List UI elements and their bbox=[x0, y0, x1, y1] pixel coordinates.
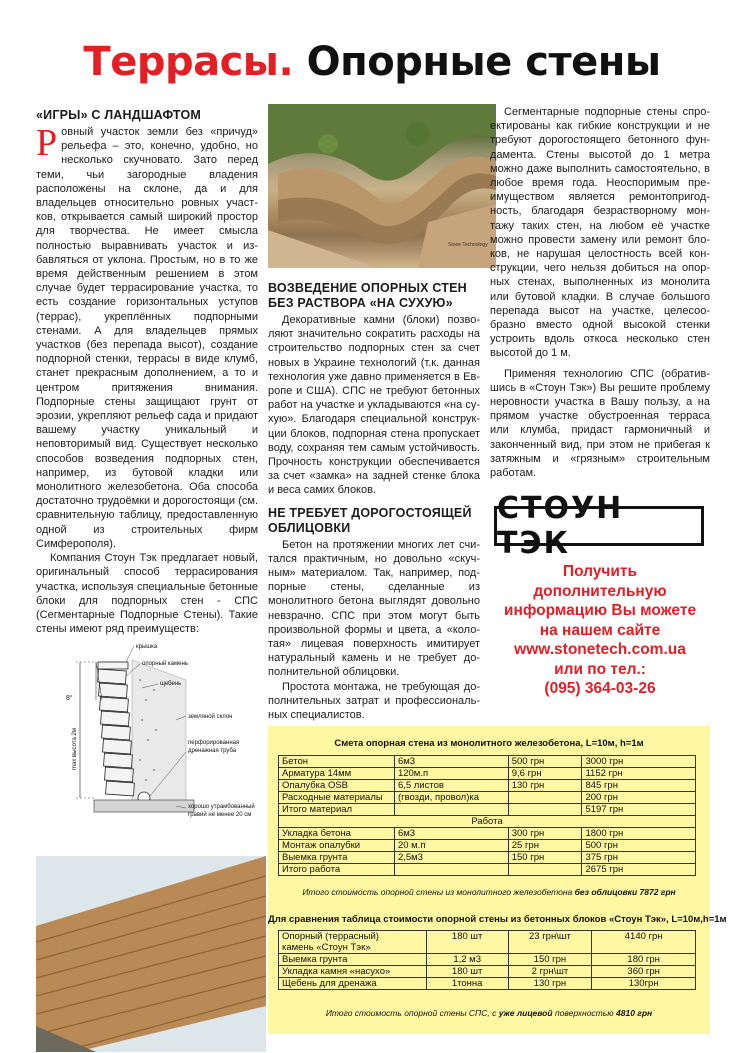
table1-title: Смета опорная стена из монолитного железобетона, L=10м, h=1м bbox=[334, 738, 644, 749]
contact-line: на нашем сайте bbox=[539, 621, 661, 639]
contact-line: дополнительную bbox=[533, 582, 667, 600]
table2-title: Для сравнения таблица стоимости опорной стены из бетонных блоков «Стоун Тэк», L=10м,h=1м bbox=[268, 914, 727, 925]
page-title bbox=[0, 38, 744, 86]
diagram-label: дренажная труба bbox=[188, 748, 237, 754]
contact-line: или по тел.: bbox=[554, 660, 646, 678]
column-left bbox=[36, 108, 258, 636]
diagram-label: хорошо утрамбованный bbox=[188, 804, 255, 810]
column-right bbox=[490, 105, 710, 480]
table-row: Укладка бетона 6м3 300 грн 1800 грн bbox=[279, 828, 696, 840]
diagram-angle: 8° bbox=[66, 695, 73, 702]
table-row: Итого работа 2675 грн bbox=[279, 864, 696, 876]
diagram-label: опорный камень bbox=[142, 661, 188, 667]
stone-wall-illustration bbox=[36, 856, 266, 1052]
contact-block bbox=[490, 562, 710, 699]
website-link[interactable]: www.stonetech.com.ua bbox=[514, 641, 686, 658]
diagram-label: крышка bbox=[136, 644, 158, 650]
table-stonetech bbox=[278, 930, 696, 990]
column-middle bbox=[268, 281, 480, 722]
table-row: Щебень для дренажа 1тонна 130 грн 130грн bbox=[279, 978, 696, 990]
retaining-wall-diagram bbox=[36, 640, 260, 840]
col2-paragraph-2: Бетон на протяжении многих лет считался практичным, но довольно «скучным» материалом. Так, например, подпорные стены, сделанные из монолитного бетона выглядят довольно невзрачно. СПС при этом могут быть произвольной формы и цвета, а «колотая» лицевая поверхность имитирует натуральный камень и не требует дополнительной облицовки. bbox=[268, 538, 480, 679]
title-part-black: Опорные стены bbox=[306, 39, 661, 85]
diagram-label: гравий не менее 20 см bbox=[188, 812, 252, 818]
phone-number[interactable]: (095) 364-03-26 bbox=[544, 680, 656, 697]
col1-paragraph-2: Компания Стоун Тэк предлагает новый, оригинальный способ террасирования участка, используя специальные бетонные блоки для подпорных стен - СПС (Сегментарные Подпорные Стены). Такие стены имеют ряд преимуществ: bbox=[36, 552, 258, 636]
heading-oblicovka: НЕ ТРЕБУЕТ ДОРОГОСТОЯЩЕЙ ОБЛИЦОВКИ bbox=[268, 505, 472, 535]
diagram-label: земляной склон bbox=[188, 714, 233, 720]
table-row: Монтаж опалубки 20 м.п 25 грн 500 грн bbox=[279, 840, 696, 852]
photo-caption: Stone Technology bbox=[448, 242, 488, 248]
table-row: Укладка камня «насухо» 180 шт 2 грн\шт 360 грн bbox=[279, 966, 696, 978]
table-row: Опорный (террасный) 180 шт 23 грн\шт 4140 грн bbox=[279, 931, 696, 943]
diagram-label: щебень bbox=[160, 681, 182, 687]
diagram-label: перфорированная bbox=[188, 740, 240, 746]
dropcap: Р bbox=[36, 122, 58, 164]
table1-total-note: Итого стоимость опорной стены из монолитного железобетона без облицовки 7872 грн bbox=[302, 887, 676, 897]
diagram-height: max высота 2м bbox=[72, 728, 78, 770]
table-row: Итого материал 5197 грн bbox=[279, 804, 696, 816]
contact-line: информацию Вы можете bbox=[503, 602, 697, 619]
table-monolithic bbox=[278, 755, 696, 876]
col2-paragraph-1: Декоративные камни (блоки) позволяют значительно сократить расходы на строительство подпорных стен за счет новых в Украине технологий (т.к. данная технология уже давно применяется в Европе и США). СПС не требуют бетонных работ на участке и укладываются «на сухую». Благодаря специальной конструкции блоков, подпорная стена пропускает воду, сохраняя тем самым устойчивость. Прочность конструкции обеспечивается за счет «замка» на задней стенке блока и веса самих блоков. bbox=[268, 314, 480, 497]
table-row-section: Работа bbox=[279, 816, 696, 828]
table-row: Опалубка OSB 6,5 листов 130 грн 845 грн bbox=[279, 780, 696, 792]
col3-paragraph-1: Сегментарные подпорные стены спроектированы как гибкие конструкции и не требуют дорогостоящего бетонного фундамента. Стены высотой до 1 метра можно даже выполнить самостоятельно, в любое время года. Неоспоримым преимуществом является ремонтопригодность, благодаря безрастворному монтажу таких стен, на любом её участке можно провести замену или ремонт блоков, не нарушая целостность всей конструкции, чего нельзя добиться на опорных стенах, выполненных из монолита или бутовой кладки. В случае большого перепада высот на участке, целесообразно вместо одной высокой стенки устроить вдоль откоса несколько стен высотой до 1 м. bbox=[490, 106, 710, 360]
table-row: Выемка грунта 2,5м3 150 грн 375 грн bbox=[279, 852, 696, 864]
table-row: камень «Стоун Тэк» bbox=[279, 942, 696, 954]
table2-total-note: Итого стоимость опорной стены СПС, с уже лицевой поверхностью 4810 грн bbox=[325, 1008, 653, 1018]
col3-paragraph-2: Применяя технологию СПС (обратившись в «Стоун Тэк») Вы решите проблему неровности участка в Вашу пользу, а на прямом участке обустроенная терраса или клумба, придаст гармоничный и законченный вид, при этом не прибегая к затяжным и «грязным» строительным работам. bbox=[490, 367, 710, 480]
col2-paragraph-3: Простота монтажа, не требующая дополнительных затрат и профессиональных специалистов. bbox=[268, 680, 480, 722]
cost-comparison-panel bbox=[268, 726, 727, 1034]
heading-igry: «ИГРЫ» С ЛАНДШАФТОМ bbox=[36, 108, 201, 122]
stone-wall-photo bbox=[36, 856, 266, 1052]
col1-paragraph-1: Ровный участок земли без «причуд» рельефа – это, конечно, удобно, но несколько скучновато. Зато перед теми, чьи загородные владения расположены на склоне, да и для владельцев относительно ровных участков, открывается самый широкий простор для творчества. Не имеет смысла полностью выравнивать участок и избавляться от уклона. Простым, но в то же время действенным решением в этом случае будет террасирование участка, то есть создание горизонтальных уступов (террас), укреплённых подпорными стенами. А для владельцев прямых участков (без перепада высот), создание подпорной стенки, террасы в виде клумб, станет прекрасным дополнением, а то и центром притяжения внимания. Подпорные стены защищают грунт от эрозии, укрепляют рельеф сада и придают вашему участку уникальный и неповторимый вид. Существует несколько способов возведения подпорных стен, например, из бутовой кладки или монолитного железобетона. Оба способа достаточно трудоёмки и дорогостоящи (см. сравнительную таблицу, предоставленную одной из строительных фирм Симферополя). bbox=[36, 122, 258, 550]
table-row: Расходные материалы (гвозди, провол)ка 200 грн bbox=[279, 792, 696, 804]
table-row: Бетон 6м3 500 грн 3000 грн bbox=[279, 756, 696, 768]
contact-line: Получить bbox=[562, 563, 638, 580]
title-part-red: Террасы. bbox=[83, 39, 294, 85]
company-logo: СТОУН ТЭК bbox=[494, 506, 704, 546]
table-row: Арматура 14мм 120м.п 9,6 грн 1152 грн bbox=[279, 768, 696, 780]
terrace-wall-photo bbox=[268, 104, 496, 268]
table-row: Выемка грунта 1,2 м3 150 грн 180 грн bbox=[279, 954, 696, 966]
heading-bez-rastvora: ВОЗВЕДЕНИЕ ОПОРНЫХ СТЕН БЕЗ РАСТВОРА «НА СУХУЮ» bbox=[268, 281, 467, 310]
